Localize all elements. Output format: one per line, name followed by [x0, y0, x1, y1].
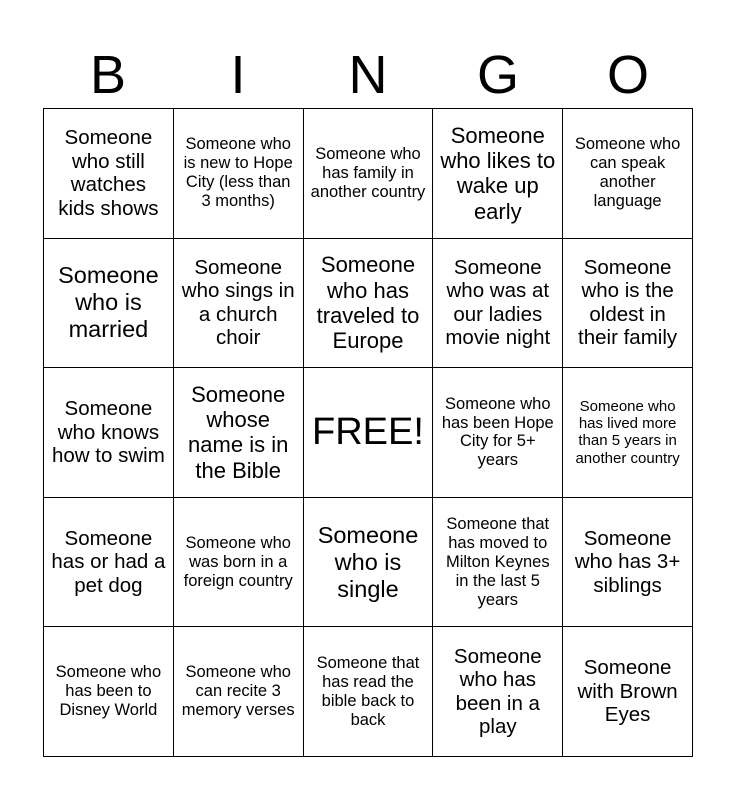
- free-space-cell[interactable]: [304, 368, 434, 498]
- bingo-cell[interactable]: [174, 498, 304, 628]
- cell-text: Someone who likes to wake up early: [440, 122, 556, 224]
- cell-text: Someone who is new to Hope City (less than 3 months): [183, 135, 293, 211]
- cell-text: Someone who has lived more than 5 years in another country: [575, 397, 680, 467]
- bingo-cell[interactable]: [304, 498, 434, 628]
- bingo-cell[interactable]: [433, 627, 563, 757]
- cell-text: Someone who knows how to swim: [52, 397, 165, 468]
- header-letter-g: G: [476, 45, 519, 105]
- cell-text: Someone who has been to Disney World: [55, 663, 162, 720]
- cell-text: Someone who was born in a foreign country: [183, 533, 293, 590]
- cell-text: Someone who was at our ladies movie night: [445, 255, 551, 350]
- bingo-cell[interactable]: [433, 109, 563, 239]
- cell-text: Someone has or had a pet dog: [51, 526, 166, 597]
- bingo-cell[interactable]: [563, 368, 693, 498]
- bingo-header: [43, 42, 693, 108]
- bingo-cell[interactable]: [174, 368, 304, 498]
- cell-text: Someone who is married: [58, 262, 159, 343]
- bingo-cell[interactable]: [174, 239, 304, 369]
- cell-text: Someone who has traveled to Europe: [316, 252, 420, 354]
- cell-text: Someone whose name is in the Bible: [188, 381, 289, 483]
- cell-text: Someone who is the oldest in their family: [578, 255, 678, 350]
- bingo-cell[interactable]: [174, 627, 304, 757]
- bingo-cell[interactable]: [304, 109, 434, 239]
- bingo-cell[interactable]: [304, 627, 434, 757]
- cell-text: Someone who has 3+ siblings: [574, 526, 681, 597]
- cell-text: Someone who sings in a church choir: [181, 255, 295, 350]
- bingo-cell[interactable]: [44, 368, 174, 498]
- header-letter-i: I: [230, 45, 246, 105]
- bingo-cell[interactable]: [563, 498, 693, 628]
- bingo-cell[interactable]: [563, 239, 693, 369]
- cell-text: Someone who still watches kids shows: [58, 126, 159, 220]
- bingo-cell[interactable]: [44, 109, 174, 239]
- cell-text: Someone who is single: [317, 521, 419, 602]
- cell-text: Someone with Brown Eyes: [577, 656, 678, 727]
- header-letter-n: N: [348, 45, 388, 105]
- cell-text: Someone who has family in another country: [310, 144, 426, 201]
- free-space-text: FREE!: [312, 410, 424, 453]
- cell-text: Someone that has moved to Milton Keynes in the last 5 years: [445, 514, 550, 609]
- header-letter-b: B: [89, 45, 127, 105]
- cell-text: Someone that has read the bible back to back: [316, 653, 420, 729]
- cell-text: Someone who can recite 3 memory verses: [181, 663, 295, 720]
- cell-text: Someone who has been in a play: [453, 644, 542, 739]
- bingo-cell[interactable]: [563, 109, 693, 239]
- bingo-cell[interactable]: [174, 109, 304, 239]
- cell-text: Someone who has been Hope City for 5+ years: [441, 394, 554, 470]
- cell-text: Someone who can speak another language: [574, 135, 681, 211]
- bingo-cell[interactable]: [44, 498, 174, 628]
- bingo-cell[interactable]: [563, 627, 693, 757]
- bingo-cell[interactable]: [44, 627, 174, 757]
- bingo-grid: [43, 108, 693, 757]
- bingo-cell[interactable]: [44, 239, 174, 369]
- bingo-cell[interactable]: [304, 239, 434, 369]
- bingo-cell[interactable]: [433, 368, 563, 498]
- bingo-cell[interactable]: [433, 498, 563, 628]
- header-letter-o: O: [606, 45, 649, 105]
- bingo-cell[interactable]: [433, 239, 563, 369]
